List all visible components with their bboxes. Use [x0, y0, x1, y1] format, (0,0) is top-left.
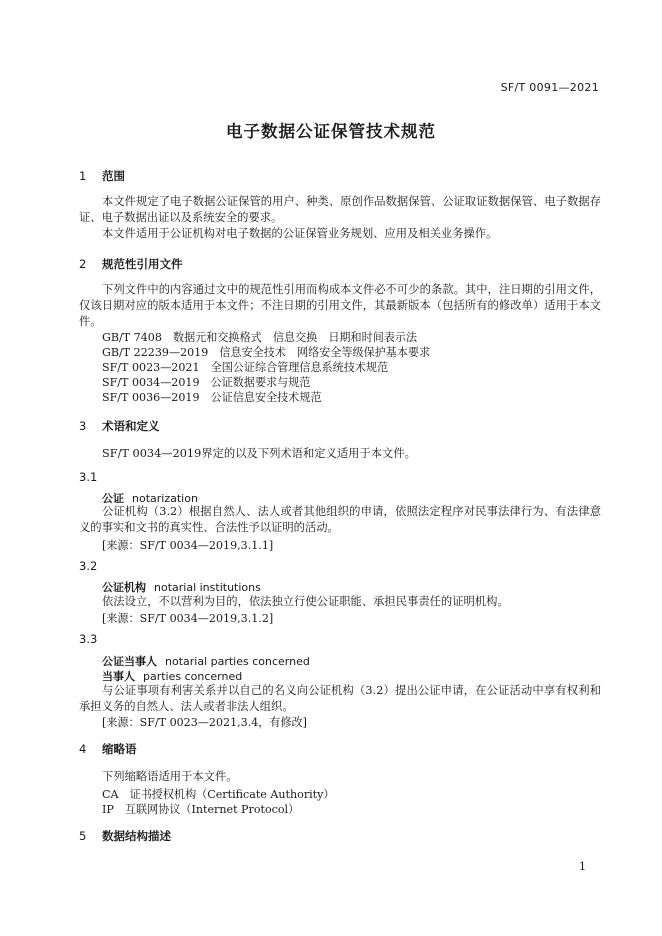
section-title: 术语和定义	[102, 419, 160, 433]
term-3-2-source: [来源：SF/T 0034—2019,3.1.2]	[102, 612, 274, 625]
section-number: 2	[79, 257, 87, 271]
term-english-alt-name: parties concerned	[143, 670, 243, 683]
term-3-3-name	[102, 653, 310, 669]
term-chinese-alt-name: 当事人	[102, 670, 135, 683]
section-number: 4	[79, 742, 87, 756]
standard-code: SF/T 0091—2021	[500, 81, 599, 94]
term-3-3-alt-name	[102, 668, 242, 684]
reference-item: SF/T 0023—2021 全国公证综合管理信息系统技术规范	[102, 361, 389, 374]
section-number: 3	[79, 419, 87, 433]
section-1-heading	[79, 168, 125, 184]
term-english-name: notarization	[132, 492, 198, 505]
section-3-heading	[79, 418, 160, 434]
reference-item: SF/T 0036—2019 公证信息安全技术规范	[102, 391, 322, 404]
term-3-2-definition: 依法设立，不以营利为目的，依法独立行使公证职能、承担民事责任的证明机构。	[102, 595, 509, 608]
term-3-1-source: [来源：SF/T 0034—2019,3.1.1]	[102, 539, 274, 552]
term-chinese-name: 公证当事人	[102, 655, 157, 668]
section-1-paragraph-2: 本文件适用于公证机构对电子数据的公证保管业务规划、应用及相关业务操作。	[102, 227, 498, 240]
section-number: 1	[79, 169, 87, 183]
section-3-paragraph-1: SF/T 0034—2019界定的以及下列术语和定义适用于本文件。	[102, 447, 416, 460]
term-3-3-definition: 与公证事项有利害关系并以自己的名义向公证机构（3.2）提出公证申请，在公证活动中享有权利和承担义务的自然人、法人或者非法人组织。	[79, 684, 601, 713]
term-3-3-source: [来源：SF/T 0023—2021,3.4，有修改]	[102, 716, 308, 729]
reference-item: GB/T 22239—2019 信息安全技术 网络安全等级保护基本要求	[102, 346, 431, 359]
abbreviation-item: IP 互联网协议（Internet Protocol）	[102, 803, 300, 816]
section-5-heading	[79, 828, 171, 844]
section-title: 范围	[102, 169, 125, 183]
section-title: 规范性引用文件	[102, 257, 183, 271]
reference-item: SF/T 0034—2019 公证数据要求与规范	[102, 376, 311, 389]
section-2-paragraph-1: 下列文件中的内容通过文中的规范性引用而构成本文件必不可少的条款。其中，注日期的引用文件，仅该日期对应的版本适用于本文件；不注日期的引用文件，其最新版本（包括所有的修改单）适用于本文件。	[79, 283, 601, 328]
section-number: 5	[79, 829, 87, 843]
section-title: 缩略语	[102, 742, 137, 756]
section-4-paragraph-1: 下列缩略语适用于本文件。	[102, 770, 238, 783]
section-4-heading	[79, 741, 137, 757]
section-title: 数据结构描述	[102, 829, 171, 843]
term-3-3-number: 3.3	[79, 632, 98, 646]
term-english-name: notarial institutions	[154, 581, 261, 594]
section-2-heading	[79, 256, 183, 272]
page-number: 1	[579, 860, 586, 873]
abbreviation-item: CA 证书授权机构（Certificate Authority）	[102, 788, 335, 801]
term-3-2-number: 3.2	[79, 559, 98, 573]
term-3-1-number: 3.1	[79, 470, 98, 484]
reference-item: GB/T 7408 数据元和交换格式 信息交换 日期和时间表示法	[102, 331, 418, 344]
document-title: 电子数据公证保管技术规范	[226, 122, 436, 141]
term-chinese-name: 公证机构	[102, 581, 146, 594]
section-1-paragraph-1: 本文件规定了电子数据公证保管的用户、种类、原创作品数据保管、公证取证数据保管、电子数据存证、电子数据出证以及系统安全的要求。	[79, 195, 601, 224]
term-english-name: notarial parties concerned	[165, 655, 310, 668]
term-3-2-name	[102, 579, 261, 595]
term-chinese-name: 公证	[102, 492, 124, 505]
term-3-1-definition: 公证机构（3.2）根据自然人、法人或者其他组织的申请，依照法定程序对民事法律行为、有法律意义的事实和文书的真实性、合法性予以证明的活动。	[79, 505, 601, 534]
